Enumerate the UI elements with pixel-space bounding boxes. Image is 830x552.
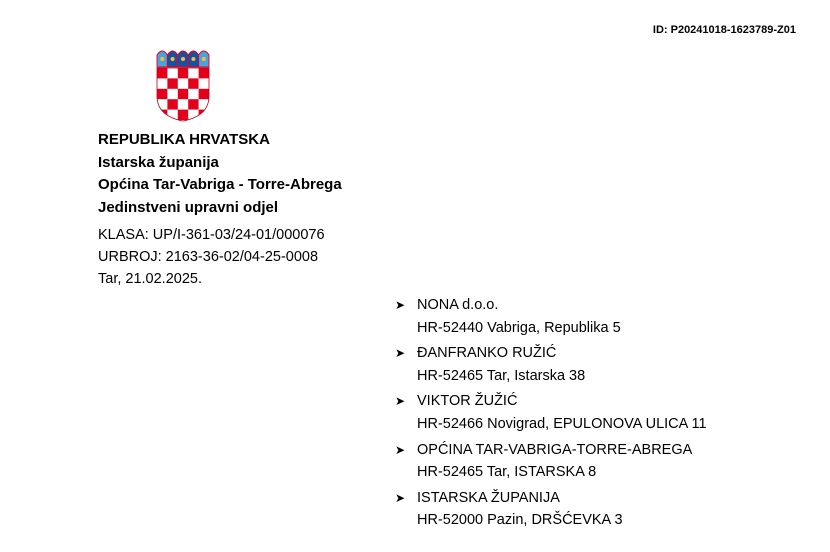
place-and-date: Tar, 21.02.2025. (98, 270, 202, 287)
authority-country: REPUBLIKA HRVATSKA (98, 131, 270, 148)
recipient-item (393, 439, 707, 487)
recipient-name: ISTARSKA ŽUPANIJA (417, 489, 560, 506)
recipient-address: HR-52440 Vabriga, Republika 5 (417, 319, 621, 336)
recipient-item (393, 487, 707, 535)
arrow-bullet-icon: ➤ (395, 346, 406, 361)
authority-department: Jedinstveni upravni odjel (98, 198, 279, 216)
recipient-item (393, 342, 707, 390)
urbroj-number: URBROJ: 2163-36-02/04-25-0008 (98, 248, 319, 265)
recipient-name: OPĆINA TAR-VABRIGA-TORRE-ABREGA (417, 441, 693, 458)
authority-municipality: Općina Tar-Vabriga - Torre-Abrega (98, 176, 342, 193)
arrow-bullet-icon: ➤ (395, 490, 406, 505)
recipients-list (393, 294, 707, 535)
issuing-authority (98, 129, 342, 219)
crown (157, 51, 209, 67)
authority-county: Istarska županija (98, 153, 219, 171)
recipient-name: VIKTOR ŽUŽIĆ (417, 393, 518, 410)
klasa-number: KLASA: UP/I-361-03/24-01/000076 (98, 227, 325, 243)
arrow-bullet-icon: ➤ (395, 394, 406, 409)
recipient-address: HR-52000 Pazin, DRŠĆEVKA 3 (417, 512, 623, 529)
recipient-item (393, 390, 707, 438)
arrow-bullet-icon: ➤ (395, 298, 406, 312)
croatian-coat-of-arms-icon (153, 46, 213, 122)
recipient-address: HR-52466 Novigrad, EPULONOVA ULICA 11 (417, 415, 707, 432)
recipient-address: HR-52465 Tar, Istarska 38 (417, 367, 586, 384)
recipient-address: HR-52465 Tar, ISTARSKA 8 (417, 464, 597, 481)
arrow-bullet-icon: ➤ (395, 442, 406, 457)
recipient-name: NONA d.o.o. (417, 297, 499, 313)
recipient-name: ĐANFRANKO RUŽIĆ (417, 345, 557, 362)
recipient-item (393, 294, 707, 342)
document-id: ID: P20241018-1623789-Z01 (652, 24, 796, 36)
document-reference (98, 225, 325, 290)
